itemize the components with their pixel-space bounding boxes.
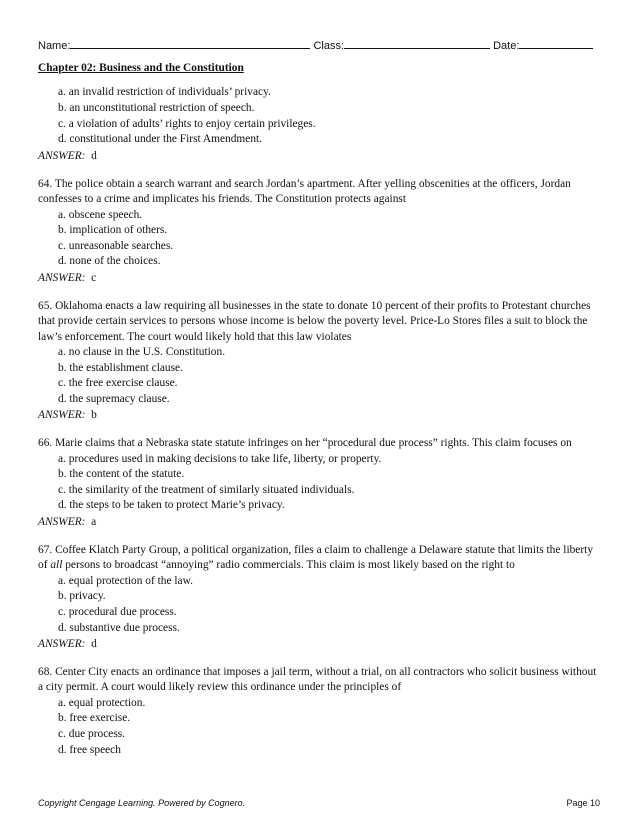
question-68 — [38, 665, 604, 758]
option-b: b. privacy. — [58, 590, 106, 603]
option-d: d. the steps to be taken to protect Marie’s privacy. — [58, 499, 285, 512]
option-d: d. none of the choices. — [58, 255, 161, 268]
stem-text-before: 67. Coffee Klatch Party Group, a political organization, files a claim to challenge a Delaware statute that limits the liberty of — [38, 543, 594, 572]
class-blank — [344, 38, 490, 49]
question-63-continued — [38, 85, 604, 164]
page-number: Page 10 — [566, 798, 600, 808]
question-stem: 64. The police obtain a search warrant and search Jordan’s apartment. After yelling obscenities at the officers, Jordan confesses to a crime and implicates his friends. The Constitution protects against — [38, 177, 571, 206]
option-c: c. a violation of adults’ rights to enjoy certain privileges. — [58, 117, 316, 130]
option-d: d. free speech — [58, 743, 121, 756]
answer-line — [38, 637, 604, 652]
answer-line — [38, 271, 604, 286]
answer-line — [38, 408, 604, 423]
option-c: c. the similarity of the treatment of similarly situated individuals. — [58, 483, 355, 496]
answer-value: b — [91, 409, 97, 422]
question-stem: 68. Center City enacts an ordinance that imposes a jail term, without a trial, on all contractors who solicit business without a city permit. A court would likely review this ordinance under the principles of — [38, 666, 597, 694]
option-a: a. obscene speech. — [58, 208, 143, 221]
name-label: Name: — [38, 40, 71, 52]
answer-label: ANSWER: — [38, 271, 86, 284]
answer-value: d — [91, 149, 97, 162]
answer-label: ANSWER: — [38, 638, 86, 651]
option-d: d. the supremacy clause. — [58, 392, 170, 405]
option-c: c. unreasonable searches. — [58, 239, 174, 252]
option-b: b. the content of the statute. — [58, 468, 185, 481]
option-a: a. procedures used in making decisions to take life, liberty, or property. — [58, 452, 382, 465]
answer-value: a — [91, 516, 97, 529]
copyright-text: Copyright Cengage Learning. Powered by Cognero. — [38, 798, 246, 808]
stem-text-after: persons to broadcast “annoying” radio commercials. This claim is most likely based on the right to — [62, 559, 515, 572]
question-65 — [38, 299, 604, 424]
answer-label: ANSWER: — [38, 149, 86, 162]
option-b: b. the establishment clause. — [58, 361, 183, 374]
option-c: c. procedural due process. — [58, 605, 177, 618]
option-c: c. due process. — [58, 728, 126, 741]
question-stem — [38, 543, 604, 574]
option-b: b. implication of others. — [58, 224, 168, 237]
option-b: b. an unconstitutional restriction of speech. — [58, 102, 255, 114]
answer-label: ANSWER: — [38, 409, 86, 422]
answer-value: d — [91, 638, 97, 651]
option-a: a. equal protection of the law. — [58, 574, 193, 587]
class-label: Class: — [313, 40, 345, 52]
option-a: a. no clause in the U.S. Constitution. — [58, 346, 226, 358]
page-header — [38, 38, 602, 52]
question-stem: 65. Oklahoma enacts a law requiring all businesses in the state to donate 10 percent of their profits to Protestant churches that provide certain services to persons whose income is below the poverty level. Price-Lo Stores files a suit to block the law’s enforcement. The court would likely hold that this law violates — [38, 299, 591, 343]
question-64 — [38, 177, 604, 287]
page-footer — [38, 798, 600, 808]
answer-line — [38, 149, 604, 164]
answer-value: c — [91, 271, 97, 284]
question-66 — [38, 436, 604, 530]
option-a: a. equal protection. — [58, 696, 146, 709]
question-stem: 66. Marie claims that a Nebraska state statute infringes on her “procedural due process” rights. This claim focuses on — [38, 437, 572, 450]
answer-line — [38, 515, 604, 530]
date-label: Date: — [493, 40, 520, 52]
option-a: a. an invalid restriction of individuals’ privacy. — [58, 86, 271, 99]
name-blank — [70, 38, 310, 49]
stem-emphasis: all — [50, 559, 63, 572]
date-blank — [519, 38, 593, 49]
chapter-title: Chapter 02: Business and the Constitution — [38, 62, 244, 74]
answer-label: ANSWER: — [38, 516, 86, 529]
option-d: d. constitutional under the First Amendment. — [58, 133, 263, 146]
option-d: d. substantive due process. — [58, 621, 180, 634]
option-c: c. the free exercise clause. — [58, 377, 178, 390]
option-b: b. free exercise. — [58, 712, 131, 725]
page-content — [38, 61, 604, 758]
question-67 — [38, 543, 604, 653]
